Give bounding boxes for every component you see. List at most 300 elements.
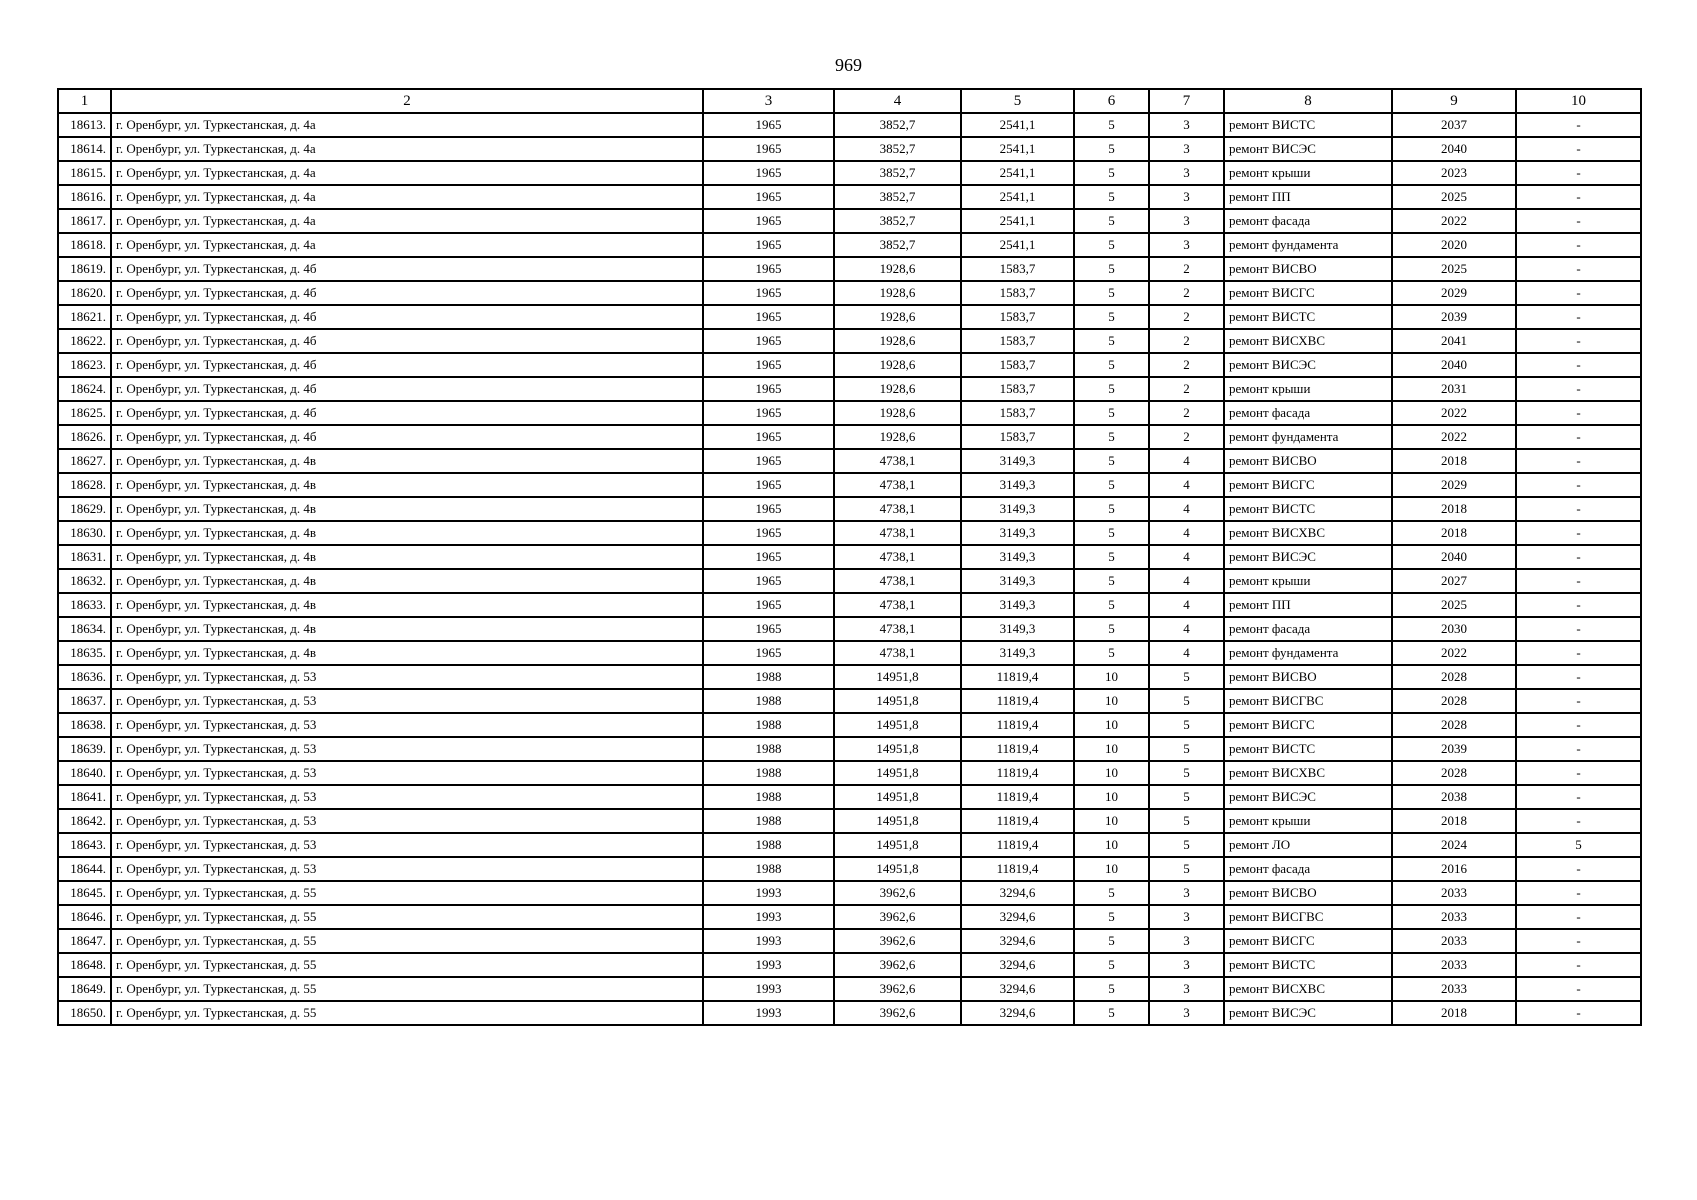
- address-cell: г. Оренбург, ул. Туркестанская, д. 4в: [111, 617, 703, 641]
- build-year-cell: 1988: [703, 857, 834, 881]
- address-cell: г. Оренбург, ул. Туркестанская, д. 4а: [111, 209, 703, 233]
- total-area-cell: 3852,7: [834, 233, 961, 257]
- living-area-cell: 3149,3: [961, 497, 1074, 521]
- table-row: [58, 281, 1641, 305]
- floors-cell: 10: [1074, 785, 1149, 809]
- total-area-cell: 14951,8: [834, 785, 961, 809]
- row-number-cell: 18649.: [58, 977, 111, 1001]
- row-number-cell: 18638.: [58, 713, 111, 737]
- total-area-cell: 14951,8: [834, 761, 961, 785]
- entrances-cell: 3: [1149, 137, 1224, 161]
- floors-cell: 10: [1074, 689, 1149, 713]
- extra-cell: 5: [1516, 833, 1641, 857]
- row-number-cell: 18620.: [58, 281, 111, 305]
- work-type-cell: ремонт крыши: [1224, 161, 1392, 185]
- table-row: [58, 713, 1641, 737]
- living-area-cell: 1583,7: [961, 257, 1074, 281]
- extra-cell: -: [1516, 329, 1641, 353]
- build-year-cell: 1988: [703, 785, 834, 809]
- floors-cell: 5: [1074, 401, 1149, 425]
- work-type-cell: ремонт ВИСЭС: [1224, 137, 1392, 161]
- build-year-cell: 1965: [703, 425, 834, 449]
- floors-cell: 5: [1074, 977, 1149, 1001]
- planned-year-cell: 2041: [1392, 329, 1516, 353]
- extra-cell: -: [1516, 305, 1641, 329]
- total-area-cell: 14951,8: [834, 713, 961, 737]
- build-year-cell: 1965: [703, 377, 834, 401]
- entrances-cell: 4: [1149, 473, 1224, 497]
- total-area-cell: 1928,6: [834, 281, 961, 305]
- total-area-cell: 4738,1: [834, 617, 961, 641]
- living-area-cell: 2541,1: [961, 185, 1074, 209]
- floors-cell: 5: [1074, 617, 1149, 641]
- table-row: [58, 521, 1641, 545]
- work-type-cell: ремонт ВИСГС: [1224, 473, 1392, 497]
- work-type-cell: ремонт ВИСТС: [1224, 737, 1392, 761]
- row-number-cell: 18617.: [58, 209, 111, 233]
- planned-year-cell: 2030: [1392, 617, 1516, 641]
- row-number-cell: 18633.: [58, 593, 111, 617]
- row-number-cell: 18627.: [58, 449, 111, 473]
- row-number-cell: 18640.: [58, 761, 111, 785]
- floors-cell: 5: [1074, 161, 1149, 185]
- work-type-cell: ремонт фасада: [1224, 857, 1392, 881]
- entrances-cell: 3: [1149, 113, 1224, 137]
- column-header: 10: [1516, 89, 1641, 113]
- total-area-cell: 14951,8: [834, 857, 961, 881]
- extra-cell: -: [1516, 209, 1641, 233]
- table-row: [58, 785, 1641, 809]
- address-cell: г. Оренбург, ул. Туркестанская, д. 4б: [111, 425, 703, 449]
- column-header: 7: [1149, 89, 1224, 113]
- address-cell: г. Оренбург, ул. Туркестанская, д. 53: [111, 785, 703, 809]
- entrances-cell: 5: [1149, 833, 1224, 857]
- row-number-cell: 18625.: [58, 401, 111, 425]
- work-type-cell: ремонт фундамента: [1224, 233, 1392, 257]
- living-area-cell: 3294,6: [961, 977, 1074, 1001]
- table-row: [58, 137, 1641, 161]
- total-area-cell: 4738,1: [834, 545, 961, 569]
- living-area-cell: 2541,1: [961, 113, 1074, 137]
- extra-cell: -: [1516, 881, 1641, 905]
- extra-cell: -: [1516, 521, 1641, 545]
- entrances-cell: 5: [1149, 689, 1224, 713]
- planned-year-cell: 2022: [1392, 425, 1516, 449]
- extra-cell: -: [1516, 161, 1641, 185]
- build-year-cell: 1993: [703, 953, 834, 977]
- row-number-cell: 18639.: [58, 737, 111, 761]
- address-cell: г. Оренбург, ул. Туркестанская, д. 4а: [111, 161, 703, 185]
- planned-year-cell: 2029: [1392, 281, 1516, 305]
- extra-cell: -: [1516, 905, 1641, 929]
- floors-cell: 5: [1074, 641, 1149, 665]
- floors-cell: 10: [1074, 833, 1149, 857]
- total-area-cell: 3852,7: [834, 185, 961, 209]
- row-number-cell: 18648.: [58, 953, 111, 977]
- extra-cell: -: [1516, 377, 1641, 401]
- extra-cell: -: [1516, 569, 1641, 593]
- table-row: [58, 665, 1641, 689]
- row-number-cell: 18614.: [58, 137, 111, 161]
- column-header: 6: [1074, 89, 1149, 113]
- planned-year-cell: 2037: [1392, 113, 1516, 137]
- table-row: [58, 545, 1641, 569]
- total-area-cell: 14951,8: [834, 737, 961, 761]
- living-area-cell: 3149,3: [961, 521, 1074, 545]
- total-area-cell: 1928,6: [834, 257, 961, 281]
- work-type-cell: ремонт ВИСХВС: [1224, 521, 1392, 545]
- address-cell: г. Оренбург, ул. Туркестанская, д. 55: [111, 881, 703, 905]
- work-type-cell: ремонт ВИСГС: [1224, 929, 1392, 953]
- table-row: [58, 209, 1641, 233]
- living-area-cell: 1583,7: [961, 281, 1074, 305]
- total-area-cell: 1928,6: [834, 425, 961, 449]
- entrances-cell: 3: [1149, 881, 1224, 905]
- address-cell: г. Оренбург, ул. Туркестанская, д. 53: [111, 833, 703, 857]
- planned-year-cell: 2020: [1392, 233, 1516, 257]
- work-type-cell: ремонт ВИСХВС: [1224, 761, 1392, 785]
- planned-year-cell: 2039: [1392, 737, 1516, 761]
- table-row: [58, 617, 1641, 641]
- planned-year-cell: 2028: [1392, 761, 1516, 785]
- living-area-cell: 3294,6: [961, 929, 1074, 953]
- work-type-cell: ремонт ВИСЭС: [1224, 353, 1392, 377]
- work-type-cell: ремонт ВИСТС: [1224, 113, 1392, 137]
- column-header: 8: [1224, 89, 1392, 113]
- table-row: [58, 833, 1641, 857]
- table-row: [58, 161, 1641, 185]
- entrances-cell: 4: [1149, 497, 1224, 521]
- floors-cell: 5: [1074, 233, 1149, 257]
- planned-year-cell: 2038: [1392, 785, 1516, 809]
- build-year-cell: 1993: [703, 905, 834, 929]
- table-row: [58, 1001, 1641, 1025]
- entrances-cell: 3: [1149, 209, 1224, 233]
- work-type-cell: ремонт ВИСЭС: [1224, 1001, 1392, 1025]
- row-number-cell: 18621.: [58, 305, 111, 329]
- living-area-cell: 11819,4: [961, 785, 1074, 809]
- row-number-cell: 18629.: [58, 497, 111, 521]
- living-area-cell: 11819,4: [961, 737, 1074, 761]
- floors-cell: 10: [1074, 713, 1149, 737]
- extra-cell: -: [1516, 137, 1641, 161]
- extra-cell: -: [1516, 473, 1641, 497]
- work-type-cell: ремонт ПП: [1224, 593, 1392, 617]
- living-area-cell: 11819,4: [961, 857, 1074, 881]
- planned-year-cell: 2028: [1392, 665, 1516, 689]
- extra-cell: -: [1516, 185, 1641, 209]
- total-area-cell: 1928,6: [834, 353, 961, 377]
- entrances-cell: 5: [1149, 785, 1224, 809]
- planned-year-cell: 2018: [1392, 809, 1516, 833]
- address-cell: г. Оренбург, ул. Туркестанская, д. 4в: [111, 497, 703, 521]
- total-area-cell: 3962,6: [834, 929, 961, 953]
- table-row: [58, 233, 1641, 257]
- build-year-cell: 1988: [703, 737, 834, 761]
- entrances-cell: 5: [1149, 809, 1224, 833]
- entrances-cell: 4: [1149, 593, 1224, 617]
- table-row: [58, 449, 1641, 473]
- work-type-cell: ремонт ВИСГВС: [1224, 689, 1392, 713]
- table-row: [58, 929, 1641, 953]
- planned-year-cell: 2031: [1392, 377, 1516, 401]
- living-area-cell: 2541,1: [961, 137, 1074, 161]
- address-cell: г. Оренбург, ул. Туркестанская, д. 4б: [111, 305, 703, 329]
- floors-cell: 5: [1074, 137, 1149, 161]
- row-number-cell: 18619.: [58, 257, 111, 281]
- total-area-cell: 3962,6: [834, 953, 961, 977]
- extra-cell: -: [1516, 401, 1641, 425]
- floors-cell: 5: [1074, 1001, 1149, 1025]
- total-area-cell: 3962,6: [834, 977, 961, 1001]
- table-row: [58, 425, 1641, 449]
- row-number-cell: 18613.: [58, 113, 111, 137]
- total-area-cell: 3962,6: [834, 881, 961, 905]
- table-row: [58, 569, 1641, 593]
- entrances-cell: 5: [1149, 665, 1224, 689]
- column-header: 2: [111, 89, 703, 113]
- work-type-cell: ремонт ВИСВО: [1224, 257, 1392, 281]
- row-number-cell: 18632.: [58, 569, 111, 593]
- address-cell: г. Оренбург, ул. Туркестанская, д. 53: [111, 737, 703, 761]
- address-cell: г. Оренбург, ул. Туркестанская, д. 4в: [111, 473, 703, 497]
- total-area-cell: 3962,6: [834, 1001, 961, 1025]
- living-area-cell: 3294,6: [961, 905, 1074, 929]
- floors-cell: 5: [1074, 209, 1149, 233]
- row-number-cell: 18645.: [58, 881, 111, 905]
- floors-cell: 5: [1074, 113, 1149, 137]
- extra-cell: -: [1516, 785, 1641, 809]
- work-type-cell: ремонт ВИСЭС: [1224, 785, 1392, 809]
- entrances-cell: 3: [1149, 1001, 1224, 1025]
- living-area-cell: 3149,3: [961, 569, 1074, 593]
- floors-cell: 5: [1074, 353, 1149, 377]
- living-area-cell: 1583,7: [961, 329, 1074, 353]
- build-year-cell: 1993: [703, 881, 834, 905]
- planned-year-cell: 2023: [1392, 161, 1516, 185]
- table-row: [58, 113, 1641, 137]
- living-area-cell: 1583,7: [961, 401, 1074, 425]
- work-type-cell: ремонт ВИСГС: [1224, 281, 1392, 305]
- floors-cell: 5: [1074, 953, 1149, 977]
- total-area-cell: 4738,1: [834, 449, 961, 473]
- extra-cell: -: [1516, 281, 1641, 305]
- floors-cell: 5: [1074, 281, 1149, 305]
- entrances-cell: 5: [1149, 713, 1224, 737]
- row-number-cell: 18618.: [58, 233, 111, 257]
- build-year-cell: 1965: [703, 209, 834, 233]
- planned-year-cell: 2022: [1392, 209, 1516, 233]
- planned-year-cell: 2025: [1392, 257, 1516, 281]
- row-number-cell: 18643.: [58, 833, 111, 857]
- row-number-cell: 18641.: [58, 785, 111, 809]
- table-row: [58, 857, 1641, 881]
- living-area-cell: 1583,7: [961, 425, 1074, 449]
- build-year-cell: 1965: [703, 161, 834, 185]
- table-row: [58, 905, 1641, 929]
- address-cell: г. Оренбург, ул. Туркестанская, д. 53: [111, 713, 703, 737]
- floors-cell: 10: [1074, 737, 1149, 761]
- address-cell: г. Оренбург, ул. Туркестанская, д. 53: [111, 665, 703, 689]
- address-cell: г. Оренбург, ул. Туркестанская, д. 4а: [111, 185, 703, 209]
- address-cell: г. Оренбург, ул. Туркестанская, д. 53: [111, 761, 703, 785]
- build-year-cell: 1965: [703, 449, 834, 473]
- entrances-cell: 4: [1149, 545, 1224, 569]
- table-body: [58, 113, 1641, 1025]
- extra-cell: -: [1516, 689, 1641, 713]
- build-year-cell: 1965: [703, 185, 834, 209]
- entrances-cell: 3: [1149, 233, 1224, 257]
- work-type-cell: ремонт ВИСГВС: [1224, 905, 1392, 929]
- planned-year-cell: 2025: [1392, 185, 1516, 209]
- build-year-cell: 1965: [703, 569, 834, 593]
- build-year-cell: 1965: [703, 137, 834, 161]
- living-area-cell: 3294,6: [961, 953, 1074, 977]
- row-number-cell: 18626.: [58, 425, 111, 449]
- address-cell: г. Оренбург, ул. Туркестанская, д. 4б: [111, 281, 703, 305]
- table-row: [58, 185, 1641, 209]
- floors-cell: 5: [1074, 521, 1149, 545]
- column-header: 4: [834, 89, 961, 113]
- work-type-cell: ремонт ВИСХВС: [1224, 329, 1392, 353]
- table-row: [58, 977, 1641, 1001]
- planned-year-cell: 2039: [1392, 305, 1516, 329]
- total-area-cell: 3852,7: [834, 113, 961, 137]
- planned-year-cell: 2033: [1392, 977, 1516, 1001]
- planned-year-cell: 2029: [1392, 473, 1516, 497]
- living-area-cell: 1583,7: [961, 305, 1074, 329]
- entrances-cell: 3: [1149, 929, 1224, 953]
- row-number-cell: 18615.: [58, 161, 111, 185]
- address-cell: г. Оренбург, ул. Туркестанская, д. 4а: [111, 113, 703, 137]
- planned-year-cell: 2018: [1392, 497, 1516, 521]
- planned-year-cell: 2028: [1392, 713, 1516, 737]
- entrances-cell: 4: [1149, 569, 1224, 593]
- planned-year-cell: 2040: [1392, 353, 1516, 377]
- row-number-cell: 18628.: [58, 473, 111, 497]
- floors-cell: 5: [1074, 905, 1149, 929]
- planned-year-cell: 2025: [1392, 593, 1516, 617]
- table-row: [58, 641, 1641, 665]
- living-area-cell: 11819,4: [961, 713, 1074, 737]
- work-type-cell: ремонт фасада: [1224, 209, 1392, 233]
- floors-cell: 5: [1074, 497, 1149, 521]
- extra-cell: -: [1516, 857, 1641, 881]
- extra-cell: -: [1516, 593, 1641, 617]
- build-year-cell: 1965: [703, 233, 834, 257]
- floors-cell: 10: [1074, 665, 1149, 689]
- extra-cell: -: [1516, 113, 1641, 137]
- build-year-cell: 1965: [703, 113, 834, 137]
- build-year-cell: 1988: [703, 809, 834, 833]
- build-year-cell: 1965: [703, 329, 834, 353]
- living-area-cell: 1583,7: [961, 377, 1074, 401]
- address-cell: г. Оренбург, ул. Туркестанская, д. 53: [111, 689, 703, 713]
- extra-cell: -: [1516, 809, 1641, 833]
- build-year-cell: 1988: [703, 665, 834, 689]
- row-number-cell: 18646.: [58, 905, 111, 929]
- living-area-cell: 1583,7: [961, 353, 1074, 377]
- floors-cell: 5: [1074, 545, 1149, 569]
- build-year-cell: 1993: [703, 1001, 834, 1025]
- build-year-cell: 1965: [703, 257, 834, 281]
- row-number-cell: 18631.: [58, 545, 111, 569]
- total-area-cell: 3962,6: [834, 905, 961, 929]
- floors-cell: 5: [1074, 305, 1149, 329]
- column-header: 1: [58, 89, 111, 113]
- row-number-cell: 18642.: [58, 809, 111, 833]
- build-year-cell: 1965: [703, 497, 834, 521]
- row-number-cell: 18650.: [58, 1001, 111, 1025]
- work-type-cell: ремонт фундамента: [1224, 425, 1392, 449]
- living-area-cell: 2541,1: [961, 233, 1074, 257]
- entrances-cell: 3: [1149, 953, 1224, 977]
- row-number-cell: 18623.: [58, 353, 111, 377]
- work-type-cell: ремонт ЛО: [1224, 833, 1392, 857]
- total-area-cell: 14951,8: [834, 809, 961, 833]
- entrances-cell: 2: [1149, 329, 1224, 353]
- address-cell: г. Оренбург, ул. Туркестанская, д. 4в: [111, 569, 703, 593]
- entrances-cell: 3: [1149, 977, 1224, 1001]
- total-area-cell: 4738,1: [834, 473, 961, 497]
- table-row: [58, 497, 1641, 521]
- floors-cell: 5: [1074, 185, 1149, 209]
- living-area-cell: 3149,3: [961, 449, 1074, 473]
- address-cell: г. Оренбург, ул. Туркестанская, д. 4б: [111, 377, 703, 401]
- build-year-cell: 1988: [703, 833, 834, 857]
- total-area-cell: 1928,6: [834, 329, 961, 353]
- entrances-cell: 3: [1149, 161, 1224, 185]
- build-year-cell: 1965: [703, 521, 834, 545]
- work-type-cell: ремонт ВИСХВС: [1224, 977, 1392, 1001]
- planned-year-cell: 2033: [1392, 953, 1516, 977]
- work-type-cell: ремонт ВИСТС: [1224, 305, 1392, 329]
- living-area-cell: 3294,6: [961, 1001, 1074, 1025]
- address-cell: г. Оренбург, ул. Туркестанская, д. 4б: [111, 353, 703, 377]
- entrances-cell: 4: [1149, 617, 1224, 641]
- entrances-cell: 5: [1149, 857, 1224, 881]
- build-year-cell: 1993: [703, 929, 834, 953]
- entrances-cell: 2: [1149, 257, 1224, 281]
- total-area-cell: 4738,1: [834, 569, 961, 593]
- living-area-cell: 3149,3: [961, 617, 1074, 641]
- living-area-cell: 3149,3: [961, 545, 1074, 569]
- planned-year-cell: 2016: [1392, 857, 1516, 881]
- total-area-cell: 14951,8: [834, 689, 961, 713]
- extra-cell: -: [1516, 449, 1641, 473]
- entrances-cell: 2: [1149, 281, 1224, 305]
- build-year-cell: 1988: [703, 689, 834, 713]
- entrances-cell: 2: [1149, 377, 1224, 401]
- build-year-cell: 1965: [703, 593, 834, 617]
- entrances-cell: 4: [1149, 641, 1224, 665]
- work-type-cell: ремонт крыши: [1224, 569, 1392, 593]
- extra-cell: -: [1516, 545, 1641, 569]
- living-area-cell: 2541,1: [961, 161, 1074, 185]
- entrances-cell: 2: [1149, 353, 1224, 377]
- living-area-cell: 3149,3: [961, 593, 1074, 617]
- work-type-cell: ремонт крыши: [1224, 809, 1392, 833]
- entrances-cell: 4: [1149, 449, 1224, 473]
- table-row: [58, 593, 1641, 617]
- total-area-cell: 14951,8: [834, 833, 961, 857]
- work-type-cell: ремонт ПП: [1224, 185, 1392, 209]
- work-type-cell: ремонт фасада: [1224, 401, 1392, 425]
- floors-cell: 10: [1074, 857, 1149, 881]
- row-number-cell: 18635.: [58, 641, 111, 665]
- floors-cell: 5: [1074, 257, 1149, 281]
- row-number-cell: 18616.: [58, 185, 111, 209]
